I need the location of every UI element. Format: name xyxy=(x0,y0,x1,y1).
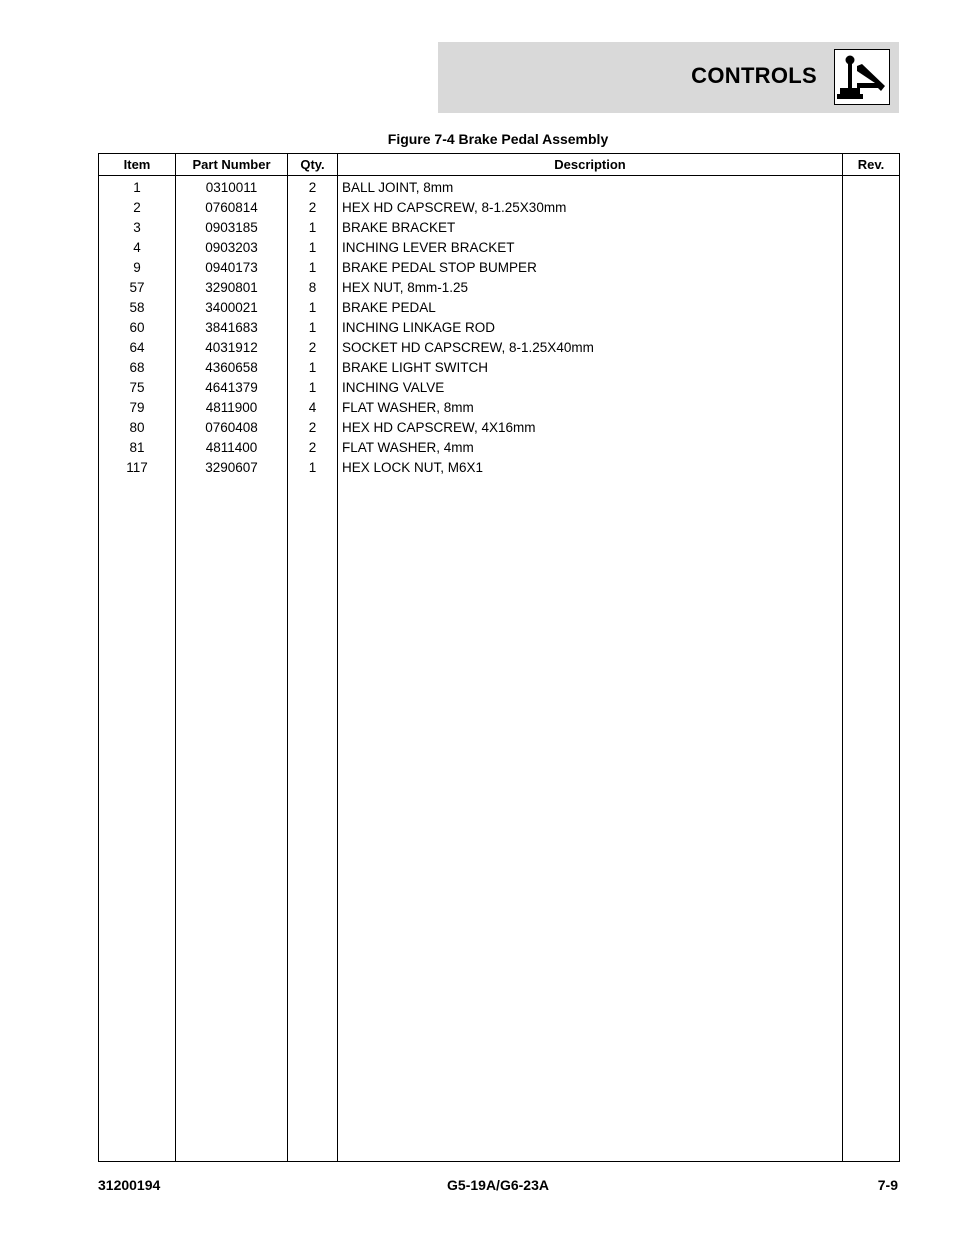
section-title: CONTROLS xyxy=(691,63,817,88)
table-row xyxy=(99,298,900,318)
cell-item: 64 xyxy=(99,338,176,358)
cell-rev xyxy=(843,278,900,298)
cell-part-number: 4811900 xyxy=(176,398,288,418)
table-row xyxy=(99,398,900,418)
cell-part-number: 0903203 xyxy=(176,238,288,258)
cell-qty: 8 xyxy=(288,278,338,298)
cell-part-number: 0903185 xyxy=(176,218,288,238)
cell-item: 81 xyxy=(99,438,176,458)
footer-page-number: 7-9 xyxy=(877,1177,898,1193)
column-header-qty: Qty. xyxy=(288,154,338,176)
cell-description: HEX HD CAPSCREW, 4X16mm xyxy=(338,418,843,438)
cell-qty: 1 xyxy=(288,358,338,378)
table-row xyxy=(99,238,900,258)
cell-qty: 1 xyxy=(288,218,338,238)
cell-rev xyxy=(843,358,900,378)
cell-part-number: 0760814 xyxy=(176,198,288,218)
cell-qty: 1 xyxy=(288,378,338,398)
cell-item: 4 xyxy=(99,238,176,258)
table-row xyxy=(99,258,900,278)
cell-item: 79 xyxy=(99,398,176,418)
parts-table xyxy=(98,153,900,1162)
footer-model: G5-19A/G6-23A xyxy=(447,1177,549,1193)
filler-cell xyxy=(843,478,900,1162)
cell-item: 9 xyxy=(99,258,176,278)
table-row xyxy=(99,458,900,478)
cell-description: BRAKE BRACKET xyxy=(338,218,843,238)
cell-description: BRAKE LIGHT SWITCH xyxy=(338,358,843,378)
cell-qty: 1 xyxy=(288,458,338,478)
cell-qty: 1 xyxy=(288,318,338,338)
parts-table-body xyxy=(99,176,900,1162)
cell-part-number: 4641379 xyxy=(176,378,288,398)
cell-description: BRAKE PEDAL xyxy=(338,298,843,318)
cell-rev xyxy=(843,458,900,478)
cell-item: 80 xyxy=(99,418,176,438)
cell-part-number: 0310011 xyxy=(176,176,288,199)
table-row xyxy=(99,358,900,378)
figure-title: Figure 7-4 Brake Pedal Assembly xyxy=(387,131,609,147)
table-row xyxy=(99,278,900,298)
cell-rev xyxy=(843,238,900,258)
cell-description: HEX LOCK NUT, M6X1 xyxy=(338,458,843,478)
table-row xyxy=(99,218,900,238)
cell-qty: 2 xyxy=(288,418,338,438)
cell-description: SOCKET HD CAPSCREW, 8-1.25X40mm xyxy=(338,338,843,358)
cell-part-number: 4031912 xyxy=(176,338,288,358)
filler-cell xyxy=(288,478,338,1162)
cell-description: INCHING LEVER BRACKET xyxy=(338,238,843,258)
table-row xyxy=(99,338,900,358)
cell-item: 3 xyxy=(99,218,176,238)
table-row xyxy=(99,176,900,199)
cell-description: FLAT WASHER, 8mm xyxy=(338,398,843,418)
filler-cell xyxy=(338,478,843,1162)
table-row xyxy=(99,378,900,398)
cell-rev xyxy=(843,176,900,199)
table-row xyxy=(99,438,900,458)
cell-item: 68 xyxy=(99,358,176,378)
section-header xyxy=(438,42,899,113)
filler-cell xyxy=(176,478,288,1162)
cell-description: HEX HD CAPSCREW, 8-1.25X30mm xyxy=(338,198,843,218)
column-header-part-number: Part Number xyxy=(176,154,288,176)
cell-part-number: 3841683 xyxy=(176,318,288,338)
cell-description: INCHING LINKAGE ROD xyxy=(338,318,843,338)
table-filler-row xyxy=(99,478,900,1162)
cell-description: FLAT WASHER, 4mm xyxy=(338,438,843,458)
table-row xyxy=(99,198,900,218)
cell-rev xyxy=(843,378,900,398)
cell-rev xyxy=(843,198,900,218)
column-header-item: Item xyxy=(99,154,176,176)
table-row xyxy=(99,318,900,338)
cell-item: 57 xyxy=(99,278,176,298)
cell-item: 58 xyxy=(99,298,176,318)
cell-part-number: 0940173 xyxy=(176,258,288,278)
cell-description: BRAKE PEDAL STOP BUMPER xyxy=(338,258,843,278)
cell-rev xyxy=(843,298,900,318)
cell-rev xyxy=(843,218,900,238)
cell-part-number: 4360658 xyxy=(176,358,288,378)
column-header-description: Description xyxy=(338,154,843,176)
cell-qty: 1 xyxy=(288,298,338,318)
cell-item: 75 xyxy=(99,378,176,398)
filler-cell xyxy=(99,478,176,1162)
cell-item: 60 xyxy=(99,318,176,338)
cell-qty: 4 xyxy=(288,398,338,418)
cell-rev xyxy=(843,338,900,358)
cell-item: 2 xyxy=(99,198,176,218)
cell-part-number: 3400021 xyxy=(176,298,288,318)
cell-qty: 2 xyxy=(288,176,338,199)
cell-rev xyxy=(843,398,900,418)
cell-item: 117 xyxy=(99,458,176,478)
cell-description: HEX NUT, 8mm-1.25 xyxy=(338,278,843,298)
cell-part-number: 0760408 xyxy=(176,418,288,438)
joystick-icon xyxy=(834,49,890,105)
footer-doc-number: 31200194 xyxy=(98,1177,161,1193)
cell-rev xyxy=(843,418,900,438)
cell-part-number: 3290801 xyxy=(176,278,288,298)
cell-description: BALL JOINT, 8mm xyxy=(338,176,843,199)
cell-rev xyxy=(843,438,900,458)
cell-qty: 2 xyxy=(288,338,338,358)
cell-qty: 2 xyxy=(288,438,338,458)
cell-qty: 1 xyxy=(288,258,338,278)
cell-item: 1 xyxy=(99,176,176,199)
cell-qty: 2 xyxy=(288,198,338,218)
table-row xyxy=(99,418,900,438)
table-header-row xyxy=(99,154,900,176)
cell-qty: 1 xyxy=(288,238,338,258)
column-header-rev: Rev. xyxy=(843,154,900,176)
cell-part-number: 3290607 xyxy=(176,458,288,478)
cell-part-number: 4811400 xyxy=(176,438,288,458)
cell-description: INCHING VALVE xyxy=(338,378,843,398)
cell-rev xyxy=(843,318,900,338)
cell-rev xyxy=(843,258,900,278)
